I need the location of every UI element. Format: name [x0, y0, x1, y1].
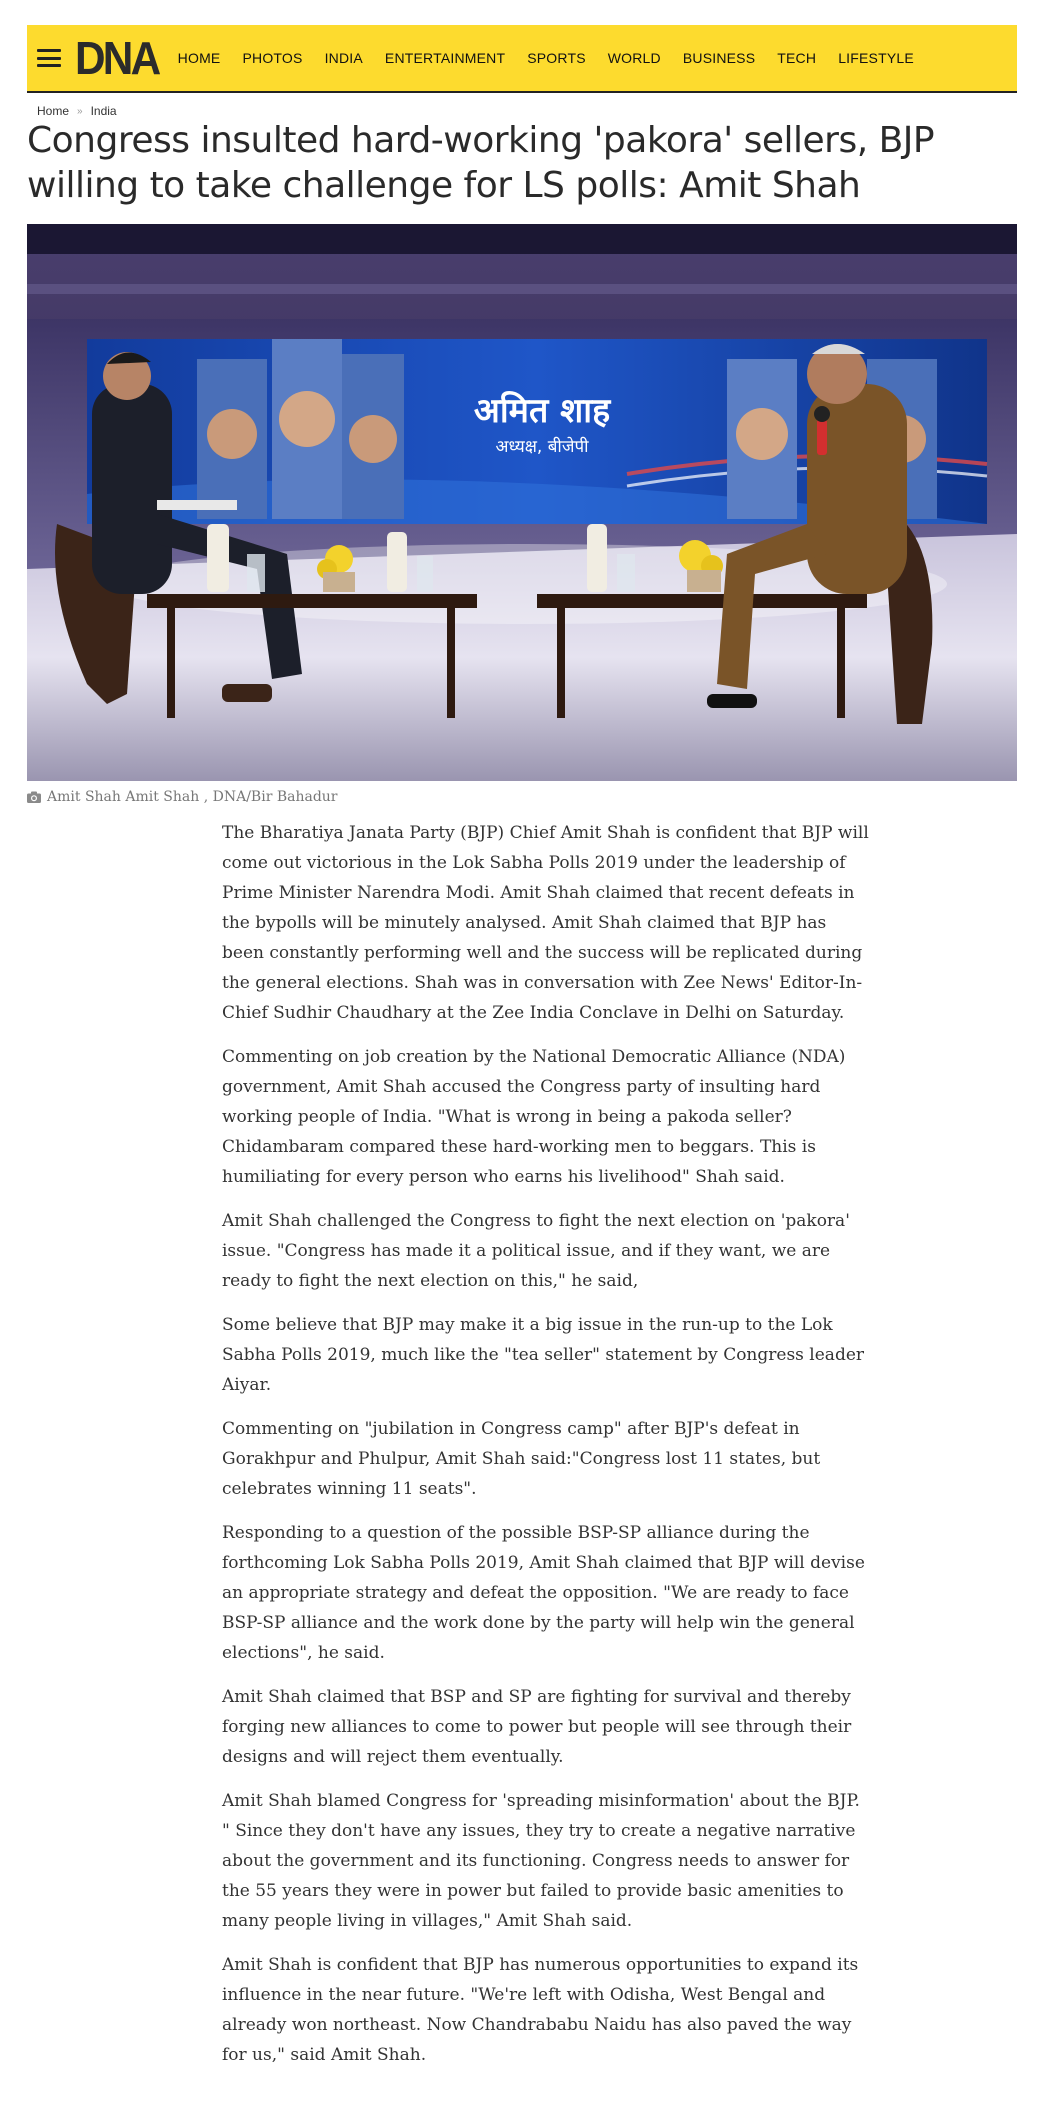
- article-paragraph: Commenting on "jubilation in Congress camp" after BJP's defeat in Gorakhpur and Phulpur, Amit Shah said:"Congress lost 11 states, but celebrates winning 11 seats".: [222, 1419, 821, 1499]
- article-hero-image: [27, 224, 1017, 781]
- banner-name: अमित शाह: [473, 391, 611, 431]
- nav-tech[interactable]: TECH: [777, 50, 817, 66]
- breadcrumb-home[interactable]: Home: [37, 104, 70, 118]
- breadcrumb-separator: »: [77, 105, 83, 117]
- nav-photos[interactable]: PHOTOS: [242, 50, 303, 66]
- article-paragraph: Amit Shah claimed that BSP and SP are fighting for survival and thereby forging new alliances to come to power but people will see through their designs and will reject them eventually.: [222, 1687, 852, 1767]
- site-logo[interactable]: DNA: [75, 32, 159, 84]
- nav-india[interactable]: INDIA: [324, 50, 363, 66]
- nav-home[interactable]: HOME: [177, 50, 221, 66]
- article-body: [222, 818, 870, 2084]
- hamburger-icon[interactable]: [37, 49, 61, 67]
- breadcrumb: [37, 104, 117, 118]
- conclave-stage-photo: [27, 224, 1017, 781]
- breadcrumb-section[interactable]: India: [90, 104, 117, 118]
- article-title: Congress insulted hard-working 'pakora' sellers, BJP willing to take challenge for LS polls: Amit Shah: [27, 120, 935, 206]
- image-caption: [27, 789, 338, 805]
- article-paragraph: Responding to a question of the possible BSP-SP alliance during the forthcoming Lok Sabha Polls 2019, Amit Shah claimed that BJP will devise an appropriate strategy and defeat the opposition. "We are ready to face BSP-SP alliance and the work done by the party will help win the general elections", he said.: [222, 1523, 865, 1663]
- nav-lifestyle[interactable]: LIFESTYLE: [838, 50, 914, 66]
- camera-icon: [27, 791, 41, 803]
- article-paragraph: Amit Shah blamed Congress for 'spreading misinformation' about the BJP. " Since they don't have any issues, they try to create a negative narrative about the government and its functioning. Congress needs to answer for the 55 years they were in power but failed to provide basic amenities to many people living in villages," Amit Shah said.: [222, 1791, 860, 1931]
- article-paragraph: Amit Shah is confident that BJP has numerous opportunities to expand its influence in the near future. "We're left with Odisha, West Bengal and already won northeast. Now Chandrababu Naidu has also paved the way for us," said Amit Shah.: [222, 1955, 859, 2065]
- nav-business[interactable]: BUSINESS: [682, 50, 756, 66]
- site-header: [27, 25, 1017, 93]
- article-paragraph: Amit Shah challenged the Congress to fight the next election on 'pakora' issue. "Congress has made it a political issue, and if they want, we are ready to fight the next election on this," he said,: [222, 1211, 850, 1291]
- nav-entertainment[interactable]: ENTERTAINMENT: [384, 50, 506, 66]
- main-nav: [178, 50, 936, 66]
- article-paragraph: Some believe that BJP may make it a big issue in the run-up to the Lok Sabha Polls 2019, much like the "tea seller" statement by Congress leader Aiyar.: [222, 1315, 865, 1395]
- article-paragraph: The Bharatiya Janata Party (BJP) Chief Amit Shah is confident that BJP will come out victorious in the Lok Sabha Polls 2019 under the leadership of Prime Minister Narendra Modi. Amit Shah claimed that recent defeats in the bypolls will be minutely analysed. Amit Shah claimed that BJP has been constantly performing well and the success will be replicated during the general elections. Shah was in conversation with Zee News' Editor-In-Chief Sudhir Chaudhary at the Zee India Conclave in Delhi on Saturday.: [222, 823, 869, 1023]
- nav-sports[interactable]: SPORTS: [527, 50, 586, 66]
- article-paragraph: Commenting on job creation by the National Democratic Alliance (NDA) government, Amit Shah accused the Congress party of insulting hard working people of India. "What is wrong in being a pakoda seller? Chidambaram compared these hard-working men to beggars. This is humiliating for every person who earns his livelihood" Shah said.: [222, 1047, 846, 1187]
- banner-subtitle: अध्यक्ष, बीजेपी: [495, 437, 589, 457]
- caption-text: Amit Shah Amit Shah , DNA/Bir Bahadur: [47, 789, 338, 805]
- nav-world[interactable]: WORLD: [607, 50, 661, 66]
